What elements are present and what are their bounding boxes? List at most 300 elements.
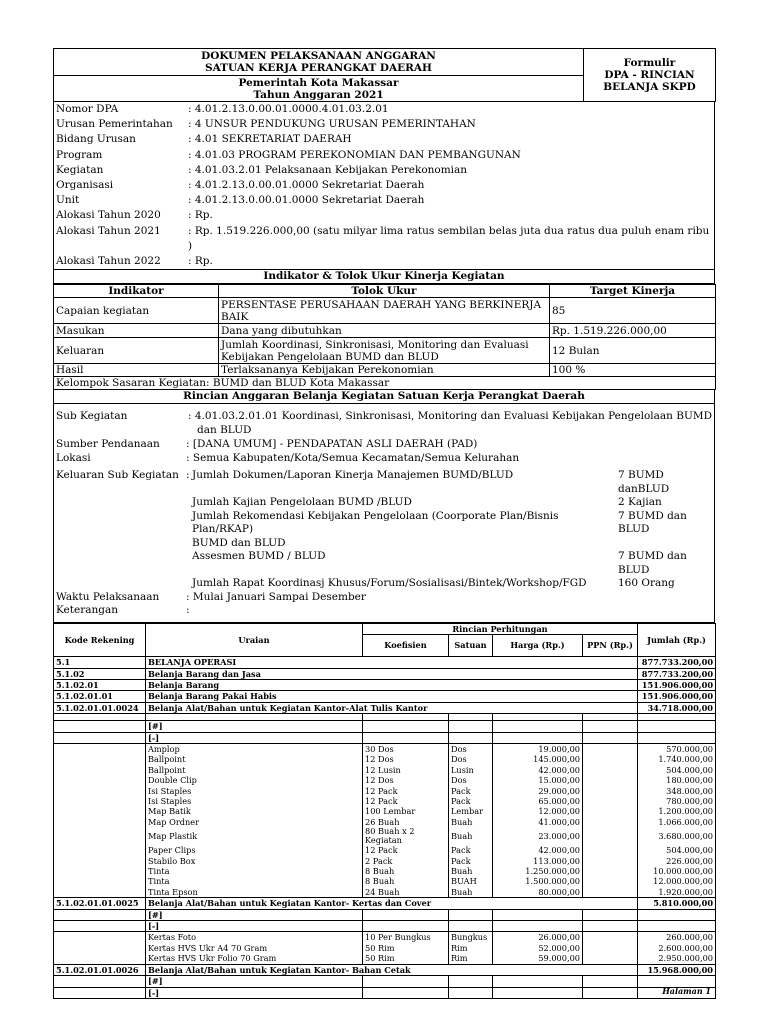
sumber-value: : [DANA UMUM] - PENDAPATAN ASLI DAERAH (PAD) xyxy=(186,438,478,451)
jumlah: 348.000,00 xyxy=(638,786,716,796)
empty-cell xyxy=(638,714,716,721)
item-row xyxy=(54,827,716,845)
jumlah: 12.000.000,00 xyxy=(638,876,716,886)
col-ppn: PPN (Rp.) xyxy=(583,635,638,657)
satuan: Buah xyxy=(449,887,493,898)
info-label: Organisasi xyxy=(56,179,114,192)
account-row xyxy=(54,964,716,975)
satuan: Pack xyxy=(449,856,493,866)
info-label: Program xyxy=(56,148,103,161)
ppn xyxy=(583,765,638,775)
jumlah: 260.000,00 xyxy=(638,932,716,943)
harga: 59.000,00 xyxy=(493,953,583,964)
satuan: Pack xyxy=(449,796,493,806)
uraian: Belanja Alat/Bahan untuk Kegiatan Kantor- Kertas dan Cover xyxy=(146,898,638,909)
info-value: : 4.01.2.13.0.00.01.0000 Sekretariat Daerah xyxy=(188,179,425,192)
empty-cell xyxy=(146,714,363,721)
koefisien: 12 Pack xyxy=(363,796,449,806)
target-line: BLUD xyxy=(618,563,650,576)
form-line-1: Formulir xyxy=(623,57,676,69)
harga: 15.000,00 xyxy=(493,775,583,785)
kode-rekening: 5.1.02.01.01 xyxy=(54,691,146,702)
item-row xyxy=(54,876,716,886)
satuan: Buah xyxy=(449,866,493,876)
ppn xyxy=(583,743,638,754)
empty-cell xyxy=(449,721,493,732)
koefisien: 26 Buah xyxy=(363,817,449,827)
dpa-document xyxy=(53,48,715,999)
jumlah: 570.000,00 xyxy=(638,743,716,754)
item-row xyxy=(54,806,716,816)
jumlah: 34.718.000,00 xyxy=(638,702,716,713)
info-label: Urusan Pemerintahan xyxy=(56,118,173,131)
header-title xyxy=(54,49,584,76)
empty-cell xyxy=(54,943,146,953)
group-marker-row xyxy=(54,732,716,743)
info-block xyxy=(53,102,715,270)
item-row xyxy=(54,932,716,943)
satuan: Buah xyxy=(449,817,493,827)
info-label: Unit xyxy=(56,194,80,207)
sub-kegiatan-value: : 4.01.03.2.01.01 Koordinasi, Sinkronisasi, Monitoring dan Evaluasi Kebijakan Pengelolaan BUMD xyxy=(188,410,712,423)
info-value: : Rp. xyxy=(188,209,213,222)
empty-cell xyxy=(449,714,493,721)
jumlah: 2.950.000,00 xyxy=(638,953,716,964)
info-row xyxy=(54,163,714,178)
empty-cell xyxy=(54,866,146,876)
keluaran-target-5: 160 Orang xyxy=(618,577,675,590)
koefisien: 8 Buah xyxy=(363,866,449,876)
page-number: Halaman 1 xyxy=(662,986,711,996)
uraian: Belanja Alat/Bahan untuk Kegiatan Kantor- Bahan Cetak xyxy=(146,964,638,975)
item-name: Kertas HVS Ukr A4 70 Gram xyxy=(146,943,363,953)
keluaran-line: BUMD dan BLUD xyxy=(192,536,286,549)
account-row xyxy=(54,691,716,702)
empty-cell xyxy=(54,796,146,806)
keluaran-text-5: Jumlah Rapat Koordinasj Khusus/Forum/Sosialisasi/Bintek/Workshop/FGD xyxy=(192,577,587,590)
item-row xyxy=(54,866,716,876)
col-harga: Harga (Rp.) xyxy=(493,635,583,657)
info-row xyxy=(54,208,714,223)
item-row xyxy=(54,796,716,806)
empty-cell xyxy=(54,987,146,998)
uraian: Belanja Barang dan Jasa xyxy=(146,668,638,679)
ind-row-c: 100 % xyxy=(550,364,716,377)
item-name: Tinta Epson xyxy=(146,887,363,898)
uraian: BELANJA OPERASI xyxy=(146,657,638,668)
account-row xyxy=(54,679,716,690)
empty-cell xyxy=(583,987,638,998)
empty-cell xyxy=(363,714,449,721)
rincian-table xyxy=(53,623,716,999)
empty-cell xyxy=(583,721,638,732)
account-row xyxy=(54,657,716,668)
title-line-2: SATUAN KERJA PERANGKAT DAERAH xyxy=(205,62,432,74)
harga: 80.000,00 xyxy=(493,887,583,898)
satuan: Dos xyxy=(449,743,493,754)
satuan: Lusin xyxy=(449,765,493,775)
kode-rekening: 5.1.02 xyxy=(54,668,146,679)
empty-cell xyxy=(54,909,146,920)
ppn xyxy=(583,775,638,785)
harga: 23.000,00 xyxy=(493,827,583,845)
empty-cell xyxy=(54,732,146,743)
kelompok-sasaran: Kelompok Sasaran Kegiatan: BUMD dan BLUD Kota Makassar xyxy=(54,377,716,390)
ppn xyxy=(583,845,638,855)
jumlah: 877.733.200,00 xyxy=(638,657,716,668)
empty-cell xyxy=(54,845,146,855)
satuan: Dos xyxy=(449,754,493,764)
form-line-3: BELANJA SKPD xyxy=(603,81,696,93)
keluaran-label: Keluaran Sub Kegiatan xyxy=(56,469,179,482)
keluaran-text-4: Assesmen BUMD / BLUD xyxy=(192,550,326,563)
jumlah: 504.000,00 xyxy=(638,765,716,775)
kode-rekening: 5.1.02.01.01.0025 xyxy=(54,898,146,909)
empty-cell xyxy=(54,876,146,886)
info-row xyxy=(54,254,714,269)
empty-cell xyxy=(638,732,716,743)
ppn xyxy=(583,754,638,764)
harga: 65.000,00 xyxy=(493,796,583,806)
empty-cell xyxy=(493,987,583,998)
koefisien: 12 Pack xyxy=(363,786,449,796)
gov-name: Pemerintah Kota Makassar xyxy=(238,76,399,89)
col-jumlah: Jumlah (Rp.) xyxy=(638,623,716,656)
rincian-title: Rincian Anggaran Belanja Kegiatan Satuan Kerja Perangkat Daerah xyxy=(53,390,715,404)
satuan: BUAH xyxy=(449,876,493,886)
info-row xyxy=(54,193,714,208)
col-kode-rekening: Kode Rekening xyxy=(54,623,146,656)
empty-cell xyxy=(583,921,638,932)
empty-cell xyxy=(363,909,449,920)
item-name: Double Clip xyxy=(146,775,363,785)
target-line: 7 BUMD xyxy=(618,469,664,482)
info-row xyxy=(54,224,714,254)
harga: 1.250.000,00 xyxy=(493,866,583,876)
form-line-2: DPA - RINCIAN xyxy=(604,69,695,81)
item-name: Tinta xyxy=(146,866,363,876)
item-row xyxy=(54,765,716,775)
jumlah: 2.600.000,00 xyxy=(638,943,716,953)
jumlah: 5.810.000,00 xyxy=(638,898,716,909)
item-row xyxy=(54,845,716,855)
empty-cell xyxy=(54,827,146,845)
empty-cell xyxy=(583,732,638,743)
koefisien: 10 Per Bungkus xyxy=(363,932,449,943)
col-satuan: Satuan xyxy=(449,635,493,657)
sub-kegiatan-block xyxy=(53,404,715,623)
item-name: Ballpoint xyxy=(146,765,363,775)
empty-cell xyxy=(449,921,493,932)
ind-row-a: Capaian kegiatan xyxy=(54,298,219,324)
empty-cell xyxy=(54,921,146,932)
info-value: : Rp. 1.519.226.000,00 (satu milyar lima ratus sembilan belas juta dua ratus dua puluh enam ribu ) xyxy=(188,224,710,252)
jumlah: 877.733.200,00 xyxy=(638,668,716,679)
item-name: Kertas HVS Ukr Folio 70 Gram xyxy=(146,953,363,964)
empty-cell xyxy=(54,786,146,796)
info-label: Alokasi Tahun 2022 xyxy=(56,255,161,268)
ind-row-b: Terlaksananya Kebijakan Perekonomian xyxy=(219,364,550,377)
item-name: Kertas Foto xyxy=(146,932,363,943)
koefisien: 8 Buah xyxy=(363,876,449,886)
info-value: : 4.01.2.13.0.00.01.0000.4.01.03.2.01 xyxy=(188,103,389,115)
koefisien: 50 Rim xyxy=(363,953,449,964)
ppn xyxy=(583,817,638,827)
spacer-row xyxy=(54,714,716,721)
empty-cell xyxy=(449,987,493,998)
jumlah: 780.000,00 xyxy=(638,796,716,806)
col-tolok-ukur: Tolok Ukur xyxy=(219,285,550,298)
harga: 52.000,00 xyxy=(493,943,583,953)
item-row xyxy=(54,953,716,964)
satuan: Pack xyxy=(449,845,493,855)
group-marker-row xyxy=(54,976,716,987)
info-value: : 4.01 SEKRETARIAT DAERAH xyxy=(188,133,352,146)
empty-cell xyxy=(493,976,583,987)
ind-row-a: Masukan xyxy=(54,324,219,338)
item-row xyxy=(54,743,716,754)
empty-cell xyxy=(449,909,493,920)
empty-cell xyxy=(638,909,716,920)
ppn xyxy=(583,796,638,806)
keluaran-target-3 xyxy=(618,510,714,551)
koefisien: 100 Lembar xyxy=(363,806,449,816)
empty-cell xyxy=(493,721,583,732)
fiscal-year: Tahun Anggaran 2021 xyxy=(253,88,384,101)
empty-cell xyxy=(638,921,716,932)
empty-cell xyxy=(54,953,146,964)
empty-cell xyxy=(493,714,583,721)
jumlah: 226.000,00 xyxy=(638,856,716,866)
keluaran-text-1: Jumlah Dokumen/Laporan Kinerja Manajemen BUMD/BLUD xyxy=(192,469,514,482)
jumlah: 10.000.000,00 xyxy=(638,866,716,876)
satuan: Buah xyxy=(449,827,493,845)
info-label: Alokasi Tahun 2021 xyxy=(56,224,161,237)
jumlah: 1.066.000,00 xyxy=(638,817,716,827)
empty-cell xyxy=(493,732,583,743)
empty-cell xyxy=(54,806,146,816)
group-marker: [-] xyxy=(146,921,363,932)
col-rincian-perhitungan: Rincian Perhitungan xyxy=(363,623,638,634)
title-line-1: DOKUMEN PELAKSANAAN ANGGARAN xyxy=(201,50,436,62)
header-gov xyxy=(54,76,584,102)
koefisien: 12 Pack xyxy=(363,845,449,855)
item-name: Isi Staples xyxy=(146,786,363,796)
info-table xyxy=(54,102,714,269)
uraian: Belanja Alat/Bahan untuk Kegiatan Kantor-Alat Tulis Kantor xyxy=(146,702,638,713)
keluaran-target-2: 2 Kajian xyxy=(618,496,662,509)
sub-kegiatan-label: Sub Kegiatan xyxy=(56,410,128,423)
kode-rekening: 5.1 xyxy=(54,657,146,668)
ind-row-b: PERSENTASE PERUSAHAAN DAERAH YANG BERKINERJA BAIK xyxy=(219,298,550,324)
empty-cell xyxy=(449,732,493,743)
empty-cell xyxy=(493,921,583,932)
harga: 145.000,00 xyxy=(493,754,583,764)
group-marker: [-] xyxy=(146,732,363,743)
item-row xyxy=(54,856,716,866)
uraian: Belanja Barang xyxy=(146,679,638,690)
ppn xyxy=(583,786,638,796)
group-marker: [#] xyxy=(146,909,363,920)
harga: 41.000,00 xyxy=(493,817,583,827)
empty-cell xyxy=(363,976,449,987)
col-uraian: Uraian xyxy=(146,623,363,656)
info-label: Kegiatan xyxy=(56,163,104,176)
info-value: : Rp. xyxy=(188,255,213,268)
ind-row-c: 85 xyxy=(550,298,716,324)
harga: 42.000,00 xyxy=(493,845,583,855)
keluaran-text-3 xyxy=(192,510,618,551)
empty-cell xyxy=(363,921,449,932)
item-name: Paper Clips xyxy=(146,845,363,855)
koefisien: 2 Pack xyxy=(363,856,449,866)
empty-cell xyxy=(54,932,146,943)
keterangan-value: : xyxy=(186,604,190,617)
item-name: Stabilo Box xyxy=(146,856,363,866)
harga: 1.500.000,00 xyxy=(493,876,583,886)
item-name: Ballpoint xyxy=(146,754,363,764)
empty-cell xyxy=(493,909,583,920)
satuan: Bungkus xyxy=(449,932,493,943)
jumlah: 1.920.000,00 xyxy=(638,887,716,898)
jumlah: 504.000,00 xyxy=(638,845,716,855)
ppn xyxy=(583,866,638,876)
ppn xyxy=(583,932,638,943)
keluaran-target-4 xyxy=(618,550,714,577)
empty-cell xyxy=(54,775,146,785)
account-row xyxy=(54,668,716,679)
ind-row-b: Jumlah Koordinasi, Sinkronisasi, Monitoring dan Evaluasi Kebijakan Pengelolaan BUMD dan BLUD xyxy=(219,338,550,364)
col-indikator: Indikator xyxy=(54,285,219,298)
kode-rekening: 5.1.02.01 xyxy=(54,679,146,690)
harga: 29.000,00 xyxy=(493,786,583,796)
koefisien: 12 Dos xyxy=(363,754,449,764)
empty-cell xyxy=(54,765,146,775)
jumlah: 15.968.000,00 xyxy=(638,964,716,975)
harga: 113.000,00 xyxy=(493,856,583,866)
satuan: Pack xyxy=(449,786,493,796)
col-target: Target Kinerja xyxy=(550,285,716,298)
keluaran-colon: : xyxy=(186,469,190,482)
empty-cell xyxy=(54,856,146,866)
waktu-value: : Mulai Januari Sampai Desember xyxy=(186,590,366,603)
ppn xyxy=(583,953,638,964)
koefisien: 30 Dos xyxy=(363,743,449,754)
empty-cell xyxy=(449,976,493,987)
item-name: Tinta xyxy=(146,876,363,886)
ppn xyxy=(583,887,638,898)
ppn xyxy=(583,943,638,953)
ppn xyxy=(583,876,638,886)
info-row xyxy=(54,178,714,193)
jumlah: 180.000,00 xyxy=(638,775,716,785)
ind-row-a: Keluaran xyxy=(54,338,219,364)
group-marker-row xyxy=(54,987,716,998)
empty-cell xyxy=(583,976,638,987)
sumber-label: Sumber Pendanaan xyxy=(56,438,160,451)
document-header xyxy=(53,48,716,102)
item-name: Map Plastik xyxy=(146,827,363,845)
ppn xyxy=(583,806,638,816)
group-marker: [#] xyxy=(146,721,363,732)
account-row xyxy=(54,898,716,909)
harga: 26.000,00 xyxy=(493,932,583,943)
item-row xyxy=(54,887,716,898)
satuan: Rim xyxy=(449,953,493,964)
sub-kegiatan-value-2: dan BLUD xyxy=(197,423,252,436)
group-marker-row xyxy=(54,721,716,732)
empty-cell xyxy=(583,909,638,920)
koefisien: 24 Buah xyxy=(363,887,449,898)
koef-line: 80 Buah x 2 xyxy=(365,826,415,837)
empty-cell xyxy=(583,714,638,721)
koef-line: Kegiatan xyxy=(365,835,402,846)
group-marker-row xyxy=(54,921,716,932)
ind-row-c: Rp. 1.519.226.000,00 xyxy=(550,324,716,338)
harga: 19.000,00 xyxy=(493,743,583,754)
satuan: Rim xyxy=(449,943,493,953)
info-value: : 4.01.03.2.01 Pelaksanaan Kebijakan Perekonomian xyxy=(188,163,468,176)
target-line: 7 BUMD dan xyxy=(618,509,687,522)
keluaran-target-1 xyxy=(618,469,714,496)
info-value: : 4.01.2.13.0.00.01.0000 Sekretariat Daerah xyxy=(188,194,425,207)
item-row xyxy=(54,775,716,785)
info-row xyxy=(54,148,714,163)
empty-cell xyxy=(363,732,449,743)
form-label xyxy=(584,49,716,102)
ind-row-a: Hasil xyxy=(54,364,219,377)
group-marker: [-] xyxy=(146,987,363,998)
info-row xyxy=(54,102,714,117)
empty-cell xyxy=(638,721,716,732)
keterangan-label: Keterangan xyxy=(56,604,118,617)
info-row xyxy=(54,132,714,147)
empty-cell xyxy=(54,721,146,732)
satuan: Lembar xyxy=(449,806,493,816)
koefisien xyxy=(363,827,449,845)
item-name: Amplop xyxy=(146,743,363,754)
item-name: Map Ordner xyxy=(146,817,363,827)
empty-cell xyxy=(363,721,449,732)
info-label: Bidang Urusan xyxy=(56,133,136,146)
waktu-label: Waktu Pelaksanaan xyxy=(56,590,160,603)
harga: 42.000,00 xyxy=(493,765,583,775)
info-row xyxy=(54,117,714,132)
empty-cell xyxy=(54,714,146,721)
group-marker-row xyxy=(54,909,716,920)
item-name: Isi Staples xyxy=(146,796,363,806)
item-row xyxy=(54,754,716,764)
indikator-title: Indikator & Tolok Ukur Kinerja Kegiatan xyxy=(53,270,715,284)
jumlah: 151.906.000,00 xyxy=(638,679,716,690)
info-value: : 4 UNSUR PENDUKUNG URUSAN PEMERINTAHAN xyxy=(188,118,476,131)
indikator-table xyxy=(53,284,716,390)
ppn xyxy=(583,856,638,866)
col-koefisien: Koefisien xyxy=(363,635,449,657)
ind-row-b: Dana yang dibutuhkan xyxy=(219,324,550,338)
lokasi-label: Lokasi xyxy=(56,451,91,464)
target-line: BLUD xyxy=(618,523,650,536)
empty-cell xyxy=(54,743,146,754)
empty-cell xyxy=(363,987,449,998)
uraian: Belanja Barang Pakai Habis xyxy=(146,691,638,702)
jumlah: 1.200.000,00 xyxy=(638,806,716,816)
target-line: danBLUD xyxy=(618,482,670,495)
ppn xyxy=(583,827,638,845)
harga: 12.000,00 xyxy=(493,806,583,816)
empty-cell xyxy=(54,817,146,827)
jumlah: 1.740.000,00 xyxy=(638,754,716,764)
